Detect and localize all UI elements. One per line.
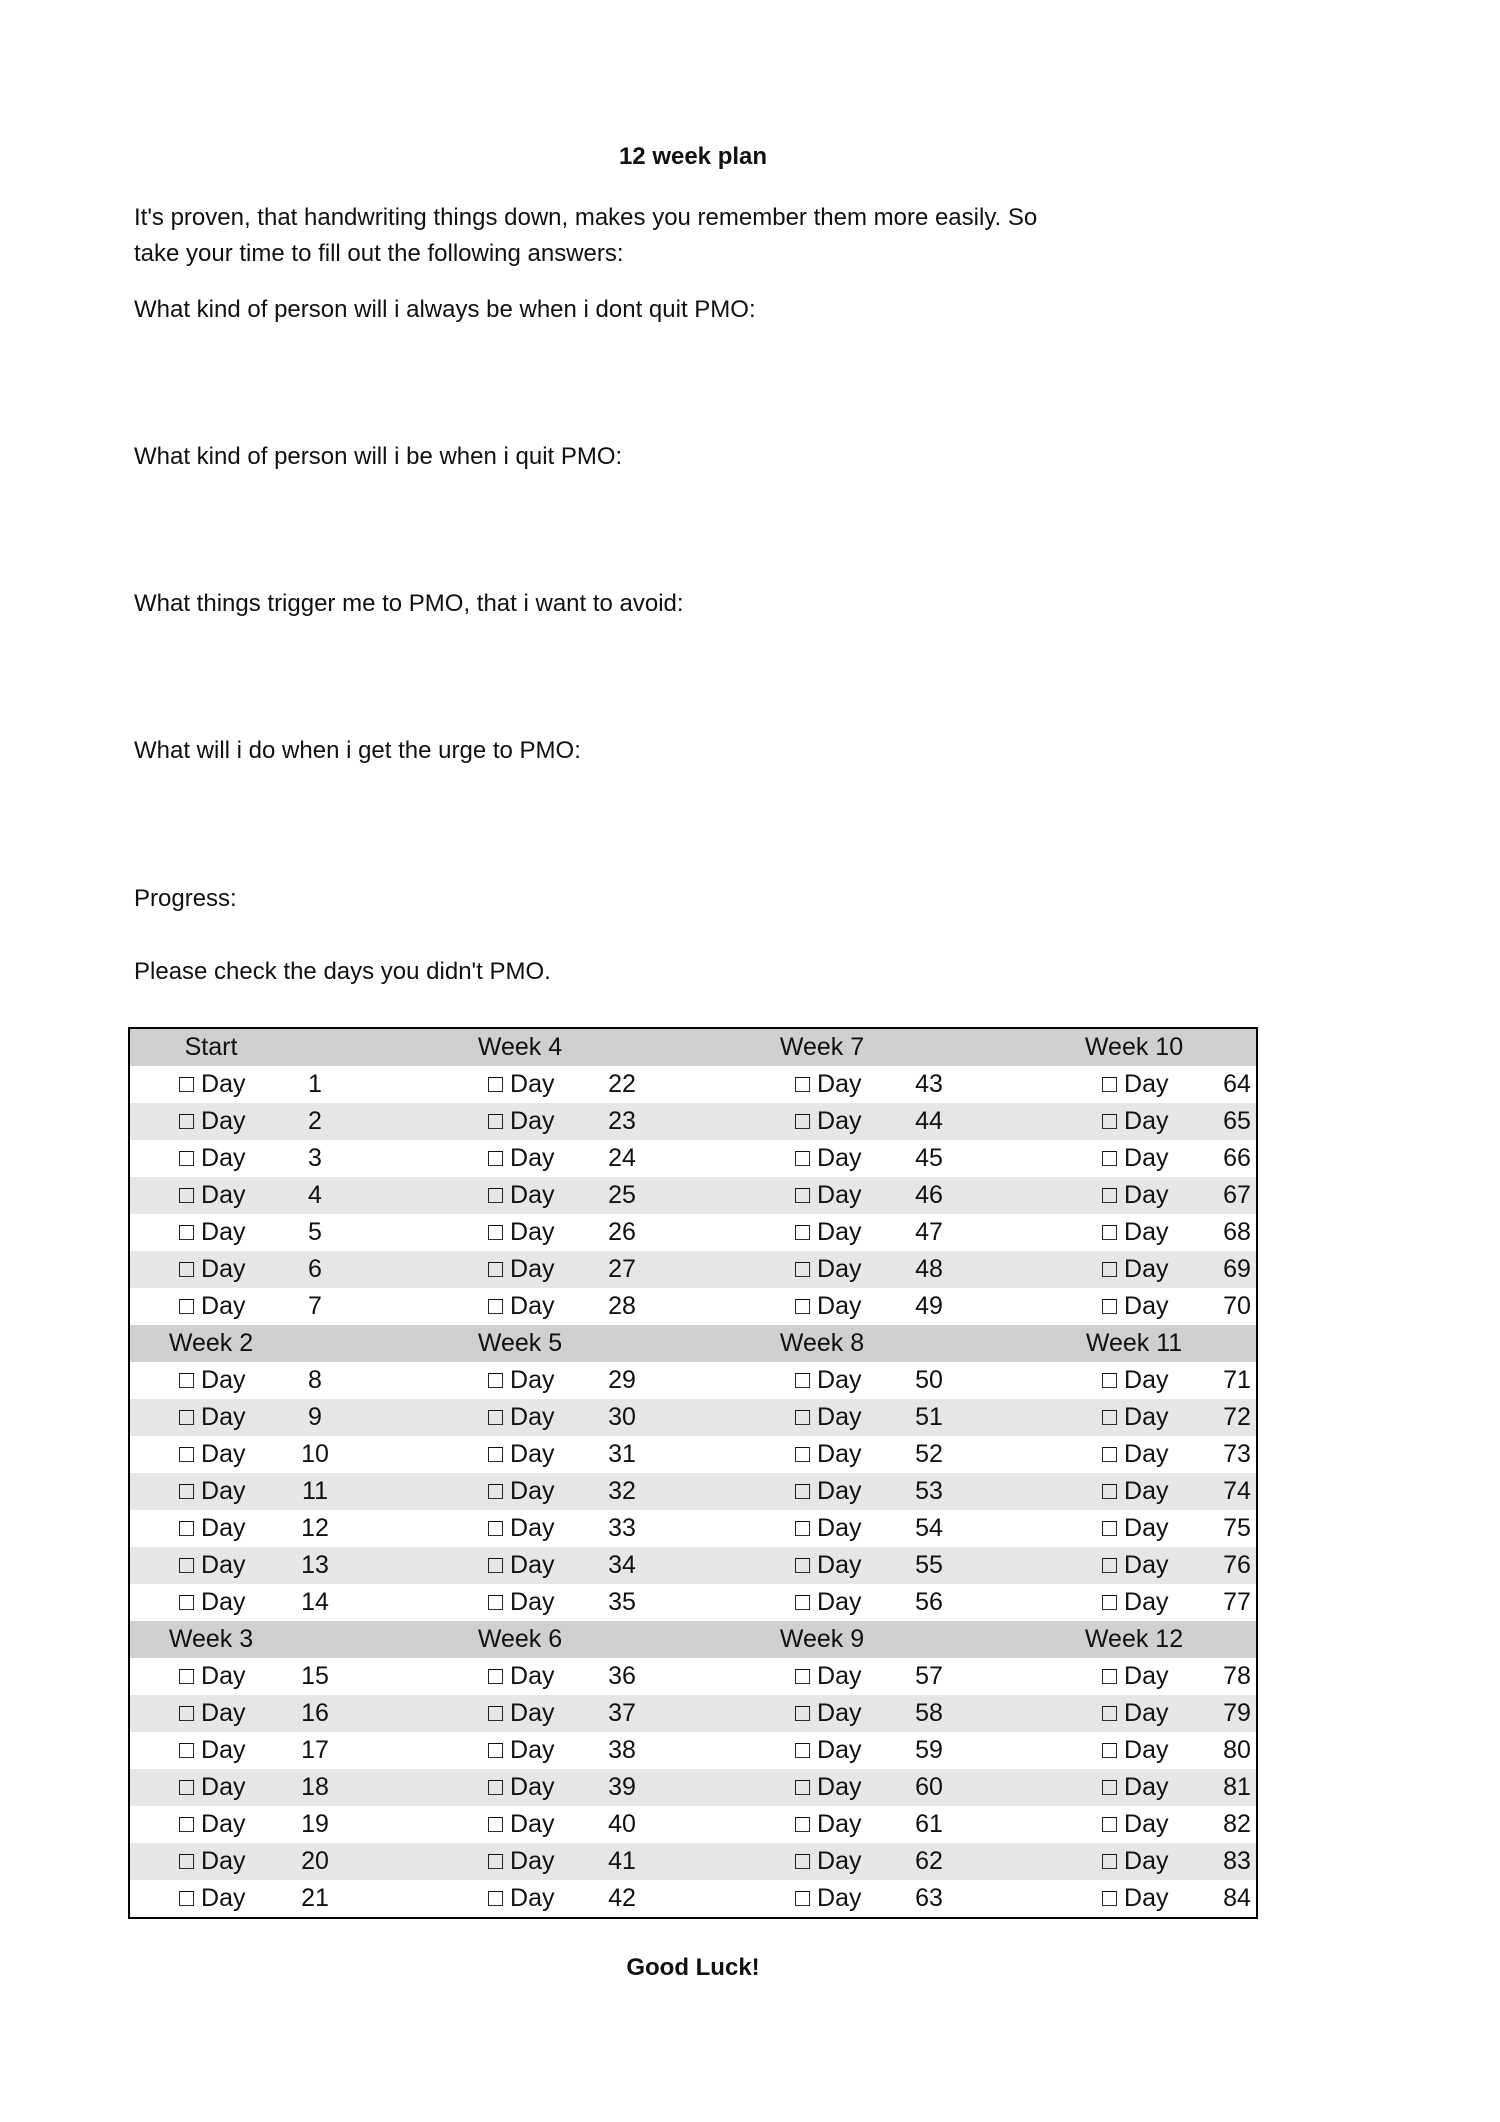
- day-number: 84: [1223, 1884, 1251, 1912]
- day-number: 67: [1223, 1181, 1251, 1209]
- day-checkbox[interactable]: □ Day: [488, 1699, 555, 1727]
- day-checkbox[interactable]: □ Day: [488, 1514, 555, 1542]
- instruction-text: Please check the days you didn't PMO.: [134, 958, 551, 985]
- day-row: [130, 1584, 1256, 1621]
- day-checkbox[interactable]: □ Day: [179, 1810, 246, 1838]
- day-number: 39: [608, 1773, 636, 1801]
- day-checkbox[interactable]: □ Day: [488, 1810, 555, 1838]
- day-checkbox[interactable]: □ Day: [795, 1070, 862, 1098]
- day-row: [130, 1140, 1256, 1177]
- day-number: 36: [608, 1662, 636, 1690]
- day-checkbox[interactable]: □ Day: [1102, 1847, 1169, 1875]
- day-checkbox[interactable]: □ Day: [1102, 1477, 1169, 1505]
- day-number: 11: [302, 1477, 328, 1505]
- day-number: 19: [301, 1810, 329, 1838]
- day-checkbox[interactable]: □ Day: [179, 1551, 246, 1579]
- week-header: Week 3: [168, 1625, 254, 1653]
- day-checkbox[interactable]: □ Day: [488, 1662, 555, 1690]
- day-checkbox[interactable]: □ Day: [179, 1107, 246, 1135]
- week-header: Start: [184, 1033, 238, 1061]
- day-row: [130, 1251, 1256, 1288]
- day-checkbox[interactable]: □ Day: [795, 1736, 862, 1764]
- day-checkbox[interactable]: □ Day: [179, 1736, 246, 1764]
- day-number: 5: [308, 1218, 322, 1246]
- day-number: 72: [1223, 1403, 1251, 1431]
- day-number: 33: [608, 1514, 636, 1542]
- day-number: 3: [308, 1144, 322, 1172]
- day-number: 26: [608, 1218, 636, 1246]
- day-checkbox[interactable]: □ Day: [1102, 1181, 1169, 1209]
- day-number: 12: [301, 1514, 329, 1542]
- day-checkbox[interactable]: □ Day: [179, 1292, 246, 1320]
- day-checkbox[interactable]: □ Day: [795, 1551, 862, 1579]
- progress-label: Progress:: [134, 885, 237, 912]
- day-number: 74: [1223, 1477, 1251, 1505]
- day-checkbox[interactable]: □ Day: [795, 1477, 862, 1505]
- day-number: 57: [915, 1662, 943, 1690]
- day-number: 62: [915, 1847, 943, 1875]
- week-header: Week 10: [1084, 1033, 1184, 1061]
- day-checkbox[interactable]: □ Day: [795, 1773, 862, 1801]
- day-checkbox[interactable]: □ Day: [488, 1403, 555, 1431]
- day-number: 75: [1223, 1514, 1251, 1542]
- day-checkbox[interactable]: □ Day: [488, 1107, 555, 1135]
- day-checkbox[interactable]: □ Day: [488, 1440, 555, 1468]
- day-number: 79: [1223, 1699, 1251, 1727]
- day-checkbox[interactable]: □ Day: [1102, 1662, 1169, 1690]
- day-number: 20: [301, 1847, 329, 1875]
- day-checkbox[interactable]: □ Day: [179, 1181, 246, 1209]
- day-checkbox[interactable]: □ Day: [179, 1514, 246, 1542]
- day-number: 37: [608, 1699, 636, 1727]
- day-number: 68: [1223, 1218, 1251, 1246]
- day-row: [130, 1214, 1256, 1251]
- day-number: 4: [308, 1181, 322, 1209]
- day-number: 46: [915, 1181, 943, 1209]
- day-checkbox[interactable]: □ Day: [179, 1847, 246, 1875]
- day-number: 54: [915, 1514, 943, 1542]
- week-header: Week 6: [477, 1625, 563, 1653]
- day-checkbox[interactable]: □ Day: [488, 1144, 555, 1172]
- day-checkbox[interactable]: □ Day: [1102, 1403, 1169, 1431]
- day-number: 17: [301, 1736, 329, 1764]
- day-checkbox[interactable]: □ Day: [179, 1144, 246, 1172]
- day-number: 47: [915, 1218, 943, 1246]
- day-number: 55: [915, 1551, 943, 1579]
- day-row: [130, 1843, 1256, 1880]
- day-checkbox[interactable]: □ Day: [488, 1736, 555, 1764]
- day-checkbox[interactable]: □ Day: [179, 1255, 246, 1283]
- day-checkbox[interactable]: □ Day: [488, 1884, 555, 1912]
- day-number: 40: [608, 1810, 636, 1838]
- day-number: 43: [915, 1070, 943, 1098]
- question-1: What kind of person will i always be when i dont quit PMO:: [134, 296, 756, 323]
- day-number: 16: [301, 1699, 329, 1727]
- day-checkbox[interactable]: □ Day: [1102, 1699, 1169, 1727]
- day-number: 82: [1223, 1810, 1251, 1838]
- day-number: 14: [301, 1588, 329, 1616]
- day-checkbox[interactable]: □ Day: [795, 1440, 862, 1468]
- day-row: [130, 1103, 1256, 1140]
- day-checkbox[interactable]: □ Day: [488, 1588, 555, 1616]
- day-number: 30: [608, 1403, 636, 1431]
- day-number: 44: [915, 1107, 943, 1135]
- day-number: 60: [915, 1773, 943, 1801]
- day-number: 21: [301, 1884, 329, 1912]
- day-checkbox[interactable]: □ Day: [488, 1181, 555, 1209]
- day-checkbox[interactable]: □ Day: [795, 1181, 862, 1209]
- question-4: What will i do when i get the urge to PMO:: [134, 737, 581, 764]
- day-checkbox[interactable]: □ Day: [1102, 1810, 1169, 1838]
- day-row: [130, 1732, 1256, 1769]
- week-header: Week 5: [477, 1329, 563, 1357]
- question-3: What things trigger me to PMO, that i want to avoid:: [134, 590, 684, 617]
- day-number: 35: [608, 1588, 636, 1616]
- day-number: 70: [1223, 1292, 1251, 1320]
- day-checkbox[interactable]: □ Day: [179, 1699, 246, 1727]
- week-header: Week 12: [1084, 1625, 1184, 1653]
- week-header: Week 7: [779, 1033, 865, 1061]
- day-row: [130, 1177, 1256, 1214]
- day-checkbox[interactable]: □ Day: [1102, 1292, 1169, 1320]
- footer-text: Good Luck!: [626, 1954, 760, 1981]
- day-checkbox[interactable]: □ Day: [795, 1847, 862, 1875]
- day-number: 18: [301, 1773, 329, 1801]
- day-row: [130, 1695, 1256, 1732]
- week-header: Week 2: [168, 1329, 254, 1357]
- day-number: 13: [301, 1551, 329, 1579]
- day-checkbox[interactable]: □ Day: [179, 1588, 246, 1616]
- day-number: 61: [915, 1810, 943, 1838]
- day-checkbox[interactable]: □ Day: [795, 1884, 862, 1912]
- day-checkbox[interactable]: □ Day: [179, 1440, 246, 1468]
- day-checkbox[interactable]: □ Day: [179, 1218, 246, 1246]
- day-number: 27: [608, 1255, 636, 1283]
- day-number: 53: [915, 1477, 943, 1505]
- day-checkbox[interactable]: □ Day: [795, 1255, 862, 1283]
- day-checkbox[interactable]: □ Day: [795, 1292, 862, 1320]
- day-number: 24: [608, 1144, 636, 1172]
- day-row: [130, 1066, 1256, 1103]
- day-checkbox[interactable]: □ Day: [795, 1588, 862, 1616]
- day-row: [130, 1806, 1256, 1843]
- day-number: 51: [915, 1403, 943, 1431]
- day-row: [130, 1769, 1256, 1806]
- day-row: [130, 1436, 1256, 1473]
- day-number: 48: [915, 1255, 943, 1283]
- day-checkbox[interactable]: □ Day: [488, 1218, 555, 1246]
- week-header-row: [130, 1029, 1256, 1066]
- day-number: 69: [1223, 1255, 1251, 1283]
- day-number: 2: [308, 1107, 322, 1135]
- day-number: 71: [1223, 1366, 1251, 1394]
- day-number: 81: [1223, 1773, 1251, 1801]
- day-checkbox[interactable]: □ Day: [1102, 1440, 1169, 1468]
- day-number: 22: [608, 1070, 636, 1098]
- intro-line-2: take your time to fill out the following answers:: [134, 240, 624, 267]
- day-checkbox[interactable]: □ Day: [795, 1514, 862, 1542]
- day-checkbox[interactable]: □ Day: [795, 1699, 862, 1727]
- day-number: 50: [915, 1366, 943, 1394]
- page-title: 12 week plan: [618, 143, 768, 170]
- week-header: Week 11: [1085, 1329, 1183, 1357]
- day-number: 1: [308, 1070, 322, 1098]
- day-checkbox[interactable]: □ Day: [488, 1551, 555, 1579]
- day-checkbox[interactable]: □ Day: [488, 1070, 555, 1098]
- day-checkbox[interactable]: □ Day: [1102, 1588, 1169, 1616]
- day-number: 56: [915, 1588, 943, 1616]
- day-checkbox[interactable]: □ Day: [179, 1366, 246, 1394]
- day-number: 58: [915, 1699, 943, 1727]
- day-checkbox[interactable]: □ Day: [795, 1662, 862, 1690]
- question-2: What kind of person will i be when i quit PMO:: [134, 443, 623, 470]
- day-checkbox[interactable]: □ Day: [1102, 1107, 1169, 1135]
- day-number: 7: [308, 1292, 322, 1320]
- day-number: 63: [915, 1884, 943, 1912]
- week-header: Week 4: [477, 1033, 563, 1061]
- day-row: [130, 1510, 1256, 1547]
- day-number: 25: [608, 1181, 636, 1209]
- day-checkbox[interactable]: □ Day: [795, 1366, 862, 1394]
- intro-line-1: It's proven, that handwriting things down, makes you remember them more easily. So: [134, 204, 1038, 231]
- day-checkbox[interactable]: □ Day: [488, 1292, 555, 1320]
- day-row: [130, 1288, 1256, 1325]
- day-number: 31: [608, 1440, 636, 1468]
- day-checkbox[interactable]: □ Day: [795, 1144, 862, 1172]
- day-number: 45: [915, 1144, 943, 1172]
- day-number: 8: [308, 1366, 322, 1394]
- day-row: [130, 1362, 1256, 1399]
- day-number: 6: [308, 1255, 322, 1283]
- day-number: 73: [1223, 1440, 1251, 1468]
- day-checkbox[interactable]: □ Day: [795, 1218, 862, 1246]
- day-number: 66: [1223, 1144, 1251, 1172]
- week-header-row: [130, 1621, 1256, 1658]
- day-number: 15: [301, 1662, 329, 1690]
- day-number: 77: [1223, 1588, 1251, 1616]
- day-checkbox[interactable]: □ Day: [1102, 1514, 1169, 1542]
- day-number: 23: [608, 1107, 636, 1135]
- day-checkbox[interactable]: □ Day: [795, 1810, 862, 1838]
- day-checkbox[interactable]: □ Day: [1102, 1255, 1169, 1283]
- day-number: 9: [308, 1403, 322, 1431]
- day-checkbox[interactable]: □ Day: [179, 1773, 246, 1801]
- day-number: 29: [608, 1366, 636, 1394]
- day-number: 42: [608, 1884, 636, 1912]
- day-number: 34: [608, 1551, 636, 1579]
- day-checkbox[interactable]: □ Day: [1102, 1070, 1169, 1098]
- day-checkbox[interactable]: □ Day: [488, 1366, 555, 1394]
- day-number: 28: [608, 1292, 636, 1320]
- day-number: 41: [608, 1847, 636, 1875]
- day-number: 65: [1223, 1107, 1251, 1135]
- day-row: [130, 1473, 1256, 1510]
- day-number: 32: [608, 1477, 636, 1505]
- day-checkbox[interactable]: □ Day: [795, 1403, 862, 1431]
- day-checkbox[interactable]: □ Day: [1102, 1551, 1169, 1579]
- day-row: [130, 1880, 1256, 1917]
- day-checkbox[interactable]: □ Day: [1102, 1773, 1169, 1801]
- day-checkbox[interactable]: □ Day: [179, 1477, 246, 1505]
- day-checkbox[interactable]: □ Day: [488, 1255, 555, 1283]
- day-checkbox[interactable]: □ Day: [488, 1773, 555, 1801]
- week-header: Week 9: [779, 1625, 865, 1653]
- day-number: 52: [915, 1440, 943, 1468]
- day-number: 64: [1223, 1070, 1251, 1098]
- day-checkbox[interactable]: □ Day: [795, 1107, 862, 1135]
- day-checkbox[interactable]: □ Day: [488, 1847, 555, 1875]
- day-number: 49: [915, 1292, 943, 1320]
- day-checkbox[interactable]: □ Day: [179, 1884, 246, 1912]
- day-checkbox[interactable]: □ Day: [1102, 1144, 1169, 1172]
- day-checkbox[interactable]: □ Day: [1102, 1366, 1169, 1394]
- week-header: Week 8: [779, 1329, 865, 1357]
- day-checkbox[interactable]: □ Day: [488, 1477, 555, 1505]
- day-row: [130, 1658, 1256, 1695]
- day-number: 59: [915, 1736, 943, 1764]
- progress-table: [128, 1027, 1258, 1919]
- day-checkbox[interactable]: □ Day: [179, 1070, 246, 1098]
- day-number: 38: [608, 1736, 636, 1764]
- day-checkbox[interactable]: □ Day: [179, 1403, 246, 1431]
- day-checkbox[interactable]: □ Day: [1102, 1218, 1169, 1246]
- day-checkbox[interactable]: □ Day: [179, 1662, 246, 1690]
- day-row: [130, 1399, 1256, 1436]
- day-row: [130, 1547, 1256, 1584]
- day-checkbox[interactable]: □ Day: [1102, 1884, 1169, 1912]
- day-number: 80: [1223, 1736, 1251, 1764]
- day-number: 76: [1223, 1551, 1251, 1579]
- week-header-row: [130, 1325, 1256, 1362]
- day-number: 78: [1223, 1662, 1251, 1690]
- day-number: 83: [1223, 1847, 1251, 1875]
- day-checkbox[interactable]: □ Day: [1102, 1736, 1169, 1764]
- day-number: 10: [301, 1440, 329, 1468]
